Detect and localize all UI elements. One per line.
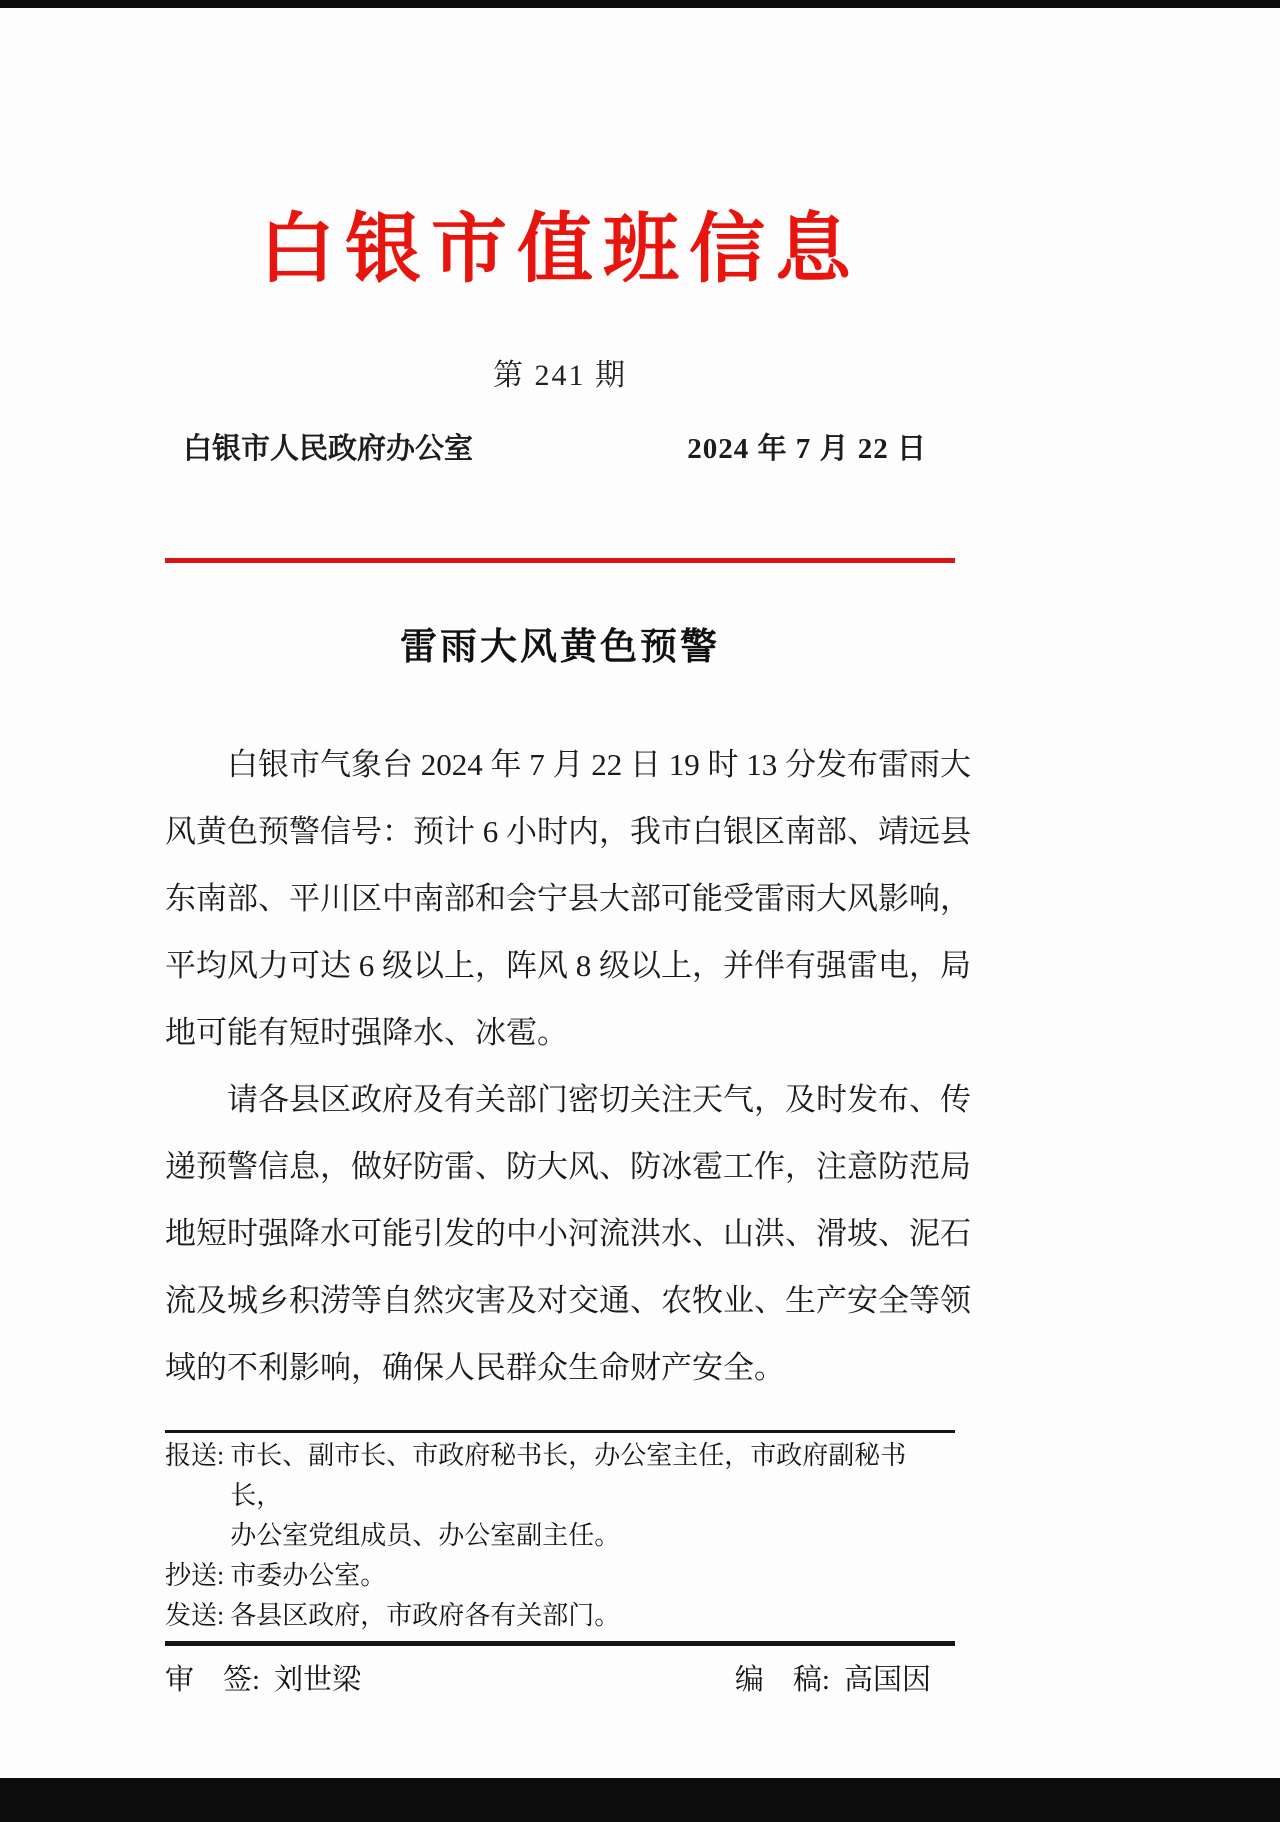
body-line: 递预警信息，做好防雷、防大风、防冰雹工作，注意防范局 [165, 1149, 971, 1185]
signoff-row [165, 1660, 955, 1700]
body-line: 平均风力可达 6 级以上，阵风 8 级以上，并伴有强雷电，局 [165, 948, 971, 984]
document-content [165, 8, 971, 1700]
baosong-text [230, 1436, 955, 1556]
body-line: 流及城乡积涝等自然灾害及对交通、农牧业、生产安全等领 [165, 1283, 971, 1319]
issue-date: 2024 年 7 月 22 日 [687, 433, 927, 466]
article-body [165, 731, 971, 1401]
body-line: 地短时强降水可能引发的中小河流洪水、山洪、滑坡、泥石 [165, 1216, 971, 1252]
body-line: 风黄色预警信号：预计 6 小时内，我市白银区南部、靖远县 [165, 814, 971, 850]
photo-edge-top [0, 0, 1280, 8]
chaosong-label: 抄送: [165, 1561, 225, 1591]
body-line: 东南部、平川区中南部和会宁县大部可能受雷雨大风影响， [165, 881, 971, 917]
baosong-line: 市长、副市长、市政府秘书长，办公室主任，市政府副秘书长， [230, 1441, 907, 1511]
masthead-title: 白银市值班信息 [259, 208, 861, 292]
red-divider [165, 558, 955, 563]
reviewer-label: 审 签: [165, 1664, 261, 1697]
distribution-row-fasong [165, 1596, 955, 1636]
article-title: 雷雨大风黄色预警 [400, 627, 720, 669]
baosong-label: 报送: [165, 1441, 225, 1471]
reviewer-name: 刘世梁 [274, 1664, 362, 1697]
distribution-row-chaosong [165, 1556, 955, 1596]
body-line: 地可能有短时强降水、冰雹。 [165, 1015, 568, 1051]
distribution-row-baosong [165, 1436, 955, 1556]
body-line: 请各县区政府及有关部门密切关注天气，及时发布、传 [227, 1082, 971, 1118]
issue-number: 第 241 期 [493, 359, 627, 393]
chaosong-text: 市委办公室。 [230, 1561, 387, 1591]
photo-edge-bottom [0, 1778, 1280, 1822]
fasong-text: 各县区政府，市政府各有关部门。 [230, 1601, 621, 1631]
fasong-label: 发送: [165, 1601, 225, 1631]
body-line: 域的不利影响，确保人民群众生命财产安全。 [165, 1350, 785, 1386]
distribution-block [165, 1430, 955, 1646]
meta-row [165, 430, 955, 468]
editor-label: 编 稿: [734, 1664, 830, 1697]
editor-name: 高国因 [843, 1664, 931, 1697]
reviewer-pair [165, 1660, 361, 1700]
body-line: 白银市气象台 2024 年 7 月 22 日 19 时 13 分发布雷雨大 [227, 747, 971, 783]
issuing-office: 白银市人民政府办公室 [183, 433, 474, 466]
editor-pair [735, 1660, 955, 1700]
baosong-line: 办公室党组成员、办公室副主任。 [230, 1521, 621, 1551]
